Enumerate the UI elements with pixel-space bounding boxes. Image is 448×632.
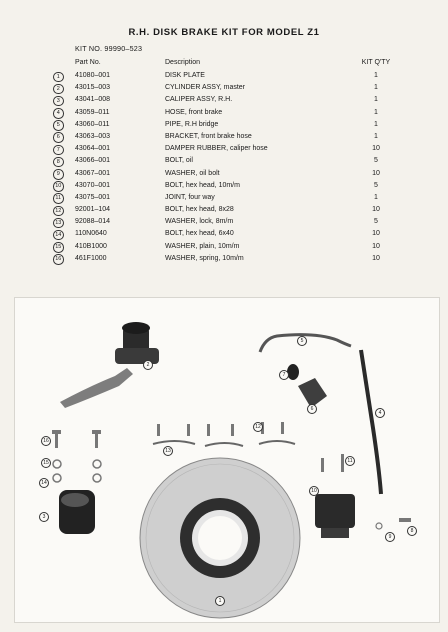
- part-description: WASHER, lock, 8m/m: [165, 218, 234, 226]
- column-header-part-no: Part No.: [75, 59, 101, 66]
- part-qty: 10: [372, 242, 380, 250]
- part-qty: 10: [372, 145, 380, 153]
- callout-8: 8: [407, 526, 417, 536]
- callout-5: 5: [297, 336, 307, 346]
- callout-13: 13: [163, 446, 173, 456]
- parts-row: [0, 70, 448, 82]
- callout-3: 3: [39, 512, 49, 522]
- part-number: 92088–014: [75, 218, 111, 226]
- part-qty: 5: [374, 157, 378, 165]
- part-qty: 1: [374, 84, 378, 92]
- index-badge: 14: [53, 230, 64, 241]
- part-qty: 1: [374, 96, 378, 104]
- index-badge: 6: [53, 132, 64, 143]
- disk-plate: [140, 458, 300, 618]
- part-description: BRACKET, front brake hose: [165, 132, 252, 140]
- index-badge: 2: [53, 84, 64, 95]
- parts-row: [0, 241, 448, 253]
- parts-row: [0, 94, 448, 106]
- column-header-description: Description: [165, 59, 201, 66]
- parts-row: [0, 131, 448, 143]
- part-description: DISK PLATE: [165, 72, 205, 79]
- callout-7: 7: [279, 370, 289, 380]
- parts-row: [0, 216, 448, 228]
- part-number: 92001–104: [75, 206, 111, 214]
- part-qty: 1: [374, 193, 378, 201]
- brake-hose: [361, 350, 381, 494]
- part-number: 43041–008: [75, 96, 111, 104]
- part-qty: 1: [374, 72, 378, 79]
- damper-rubber: [287, 364, 299, 380]
- four-way-joint: [315, 494, 355, 538]
- part-qty: 10: [372, 206, 380, 214]
- callout-11: 11: [345, 456, 355, 466]
- parts-row: [0, 228, 448, 240]
- index-badge: 12: [53, 206, 64, 217]
- callout-16: 16: [41, 436, 51, 446]
- part-number: 43059–011: [75, 108, 110, 116]
- part-qty: 1: [374, 108, 378, 116]
- callout-6: 6: [307, 404, 317, 414]
- index-badge: 15: [53, 242, 64, 253]
- parts-row: [0, 119, 448, 131]
- parts-row: [0, 253, 448, 265]
- parts-row: [0, 192, 448, 204]
- callout-12: 12: [253, 422, 263, 432]
- part-number: 410B1000: [75, 242, 107, 250]
- parts-illustration: [15, 298, 439, 622]
- part-description: CALIPER ASSY, R.H.: [165, 96, 233, 104]
- part-number: 43063–003: [75, 132, 111, 140]
- kit-number: KIT NO. 99990–523: [75, 44, 143, 53]
- part-number: 41080–001: [75, 72, 111, 79]
- callout-10: 10: [309, 486, 319, 496]
- part-number: 461F1000: [75, 254, 107, 262]
- index-badge: 16: [53, 254, 64, 265]
- parts-list: [0, 70, 448, 265]
- index-badge: 8: [53, 157, 64, 168]
- part-qty: 1: [374, 120, 378, 128]
- part-qty: 10: [372, 254, 380, 262]
- part-number: 43067–001: [75, 169, 111, 177]
- callout-2: 2: [143, 360, 153, 370]
- callout-14: 14: [39, 478, 49, 488]
- callout-4: 4: [375, 408, 385, 418]
- part-number: 43015–003: [75, 84, 111, 92]
- callout-1: 1: [215, 596, 225, 606]
- part-qty: 10: [372, 230, 380, 238]
- parts-row: [0, 82, 448, 94]
- parts-row: [0, 180, 448, 192]
- part-description: HOSE, front brake: [165, 108, 223, 116]
- part-qty: 5: [374, 181, 378, 189]
- part-number: 43060–011: [75, 120, 110, 128]
- parts-row: [0, 155, 448, 167]
- index-badge: 13: [53, 218, 64, 229]
- callout-15: 15: [41, 458, 51, 468]
- column-header-qty: KIT Q'TY: [361, 59, 391, 66]
- part-description: BOLT, hex head, 8x28: [165, 206, 234, 214]
- parts-row: [0, 143, 448, 155]
- part-number: 110N0640: [75, 230, 107, 238]
- index-badge: 1: [53, 72, 64, 83]
- caliper-assy: [59, 490, 95, 534]
- part-description: WASHER, plain, 10m/m: [165, 242, 240, 250]
- callout-9: 9: [385, 532, 395, 542]
- index-badge: 11: [53, 193, 64, 204]
- part-number: 43075–001: [75, 193, 111, 201]
- parts-row: [0, 107, 448, 119]
- part-description: WASHER, spring, 10m/m: [165, 254, 244, 262]
- part-qty: 10: [372, 169, 380, 177]
- part-qty: 1: [374, 132, 378, 140]
- index-badge: 3: [53, 96, 64, 107]
- part-description: CYLINDER ASSY, master: [165, 84, 246, 92]
- document-title: R.H. DISK BRAKE KIT FOR MODEL Z1: [128, 27, 320, 38]
- part-description: BOLT, oil: [165, 157, 193, 165]
- part-qty: 5: [374, 218, 378, 226]
- index-badge: 5: [53, 120, 64, 131]
- index-badge: 7: [53, 145, 64, 156]
- part-description: BOLT, hex head, 6x40: [165, 230, 234, 238]
- parts-photo: [14, 297, 440, 623]
- index-badge: 9: [53, 169, 64, 180]
- part-description: PIPE, R.H bridge: [165, 120, 219, 128]
- part-description: DAMPER RUBBER, caliper hose: [165, 145, 268, 153]
- part-description: BOLT, hex head, 10m/m: [165, 181, 240, 189]
- part-description: JOINT, four way: [165, 193, 215, 201]
- parts-row: [0, 168, 448, 180]
- part-description: WASHER, oil bolt: [165, 169, 220, 177]
- index-badge: 10: [53, 181, 64, 192]
- part-number: 43066–001: [75, 157, 111, 165]
- part-number: 43064–001: [75, 145, 111, 153]
- index-badge: 4: [53, 108, 64, 119]
- parts-row: [0, 204, 448, 216]
- part-number: 43070–001: [75, 181, 111, 189]
